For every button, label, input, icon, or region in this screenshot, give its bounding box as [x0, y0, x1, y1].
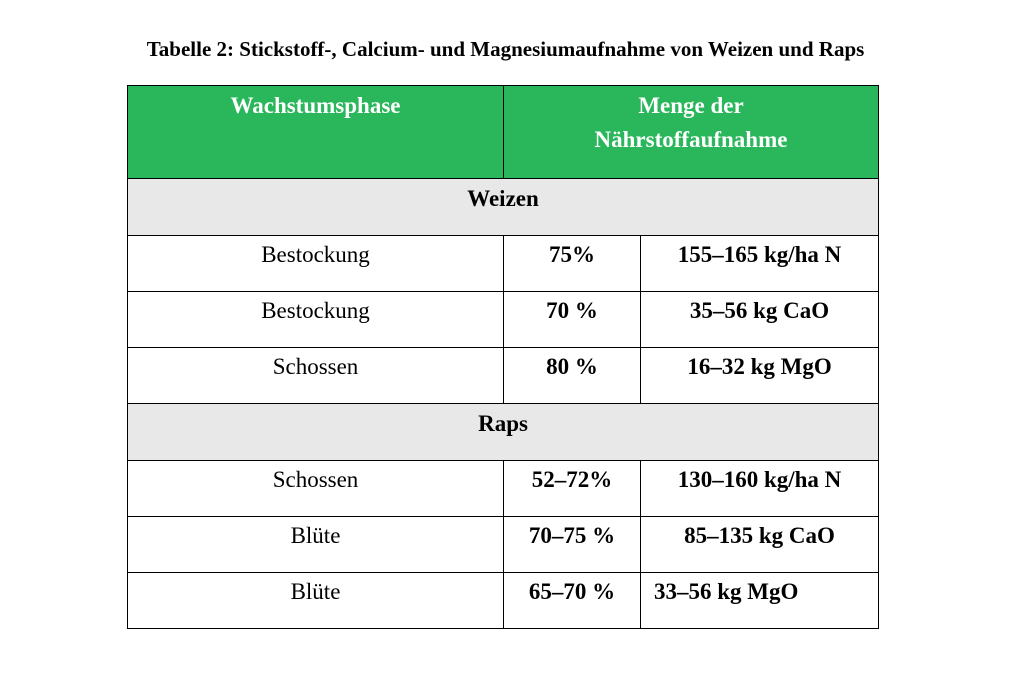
table-header-row: [128, 86, 879, 179]
cell-phase: Schossen: [128, 461, 504, 517]
header-amount-line-2: Nährstoffaufnahme: [594, 127, 788, 152]
cell-amount: 130–160 kg/ha N: [641, 461, 879, 517]
cell-amount: 85–135 kg CaO: [641, 517, 879, 573]
cell-percent: 75%: [504, 236, 641, 292]
group-label: Raps: [128, 404, 879, 461]
header-nutrient-amount: [504, 86, 879, 179]
group-row-weizen: [128, 179, 879, 236]
cell-phase: Schossen: [128, 348, 504, 404]
cell-percent: 70 %: [504, 292, 641, 348]
table-row: [128, 573, 879, 629]
table-row: [128, 461, 879, 517]
cell-phase: Blüte: [128, 517, 504, 573]
table-row: [128, 348, 879, 404]
cell-phase: Bestockung: [128, 292, 504, 348]
cell-percent: 70–75 %: [504, 517, 641, 573]
cell-percent: 52–72%: [504, 461, 641, 517]
header-growth-phase-label: Wachstumsphase: [230, 93, 401, 118]
table-row: [128, 292, 879, 348]
nutrient-uptake-table: [127, 85, 879, 629]
table-caption: Tabelle 2: Stickstoff-, Calcium- und Magnesiumaufnahme von Weizen und Raps: [146, 37, 865, 61]
cell-amount: 33–56 kg MgO: [641, 573, 879, 629]
group-label: Weizen: [128, 179, 879, 236]
header-growth-phase: [128, 86, 504, 179]
cell-amount: 155–165 kg/ha N: [641, 236, 879, 292]
cell-phase: Bestockung: [128, 236, 504, 292]
cell-amount: 16–32 kg MgO: [641, 348, 879, 404]
cell-percent: 65–70 %: [504, 573, 641, 629]
table-row: [128, 236, 879, 292]
cell-percent: 80 %: [504, 348, 641, 404]
cell-amount: 35–56 kg CaO: [641, 292, 879, 348]
header-amount-line-1: Menge der: [638, 93, 744, 118]
table-row: [128, 517, 879, 573]
group-row-raps: [128, 404, 879, 461]
cell-phase: Blüte: [128, 573, 504, 629]
